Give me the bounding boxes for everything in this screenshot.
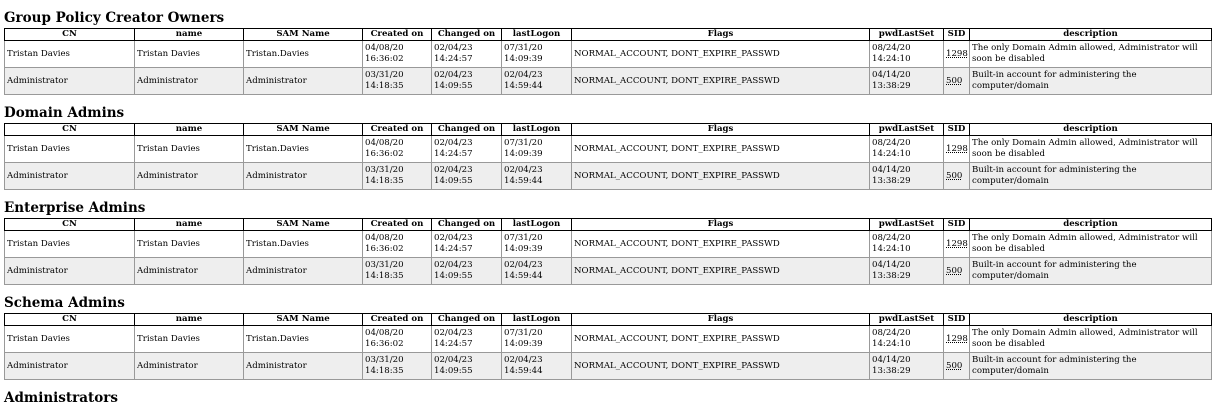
cell-flags: NORMAL_ACCOUNT, DONT_EXPIRE_PASSWD <box>572 41 870 68</box>
group-list <box>4 0 1211 380</box>
cell-flags: NORMAL_ACCOUNT, DONT_EXPIRE_PASSWD <box>572 326 870 353</box>
sid-value[interactable]: 500 <box>946 360 963 371</box>
column-header-last-logon: lastLogon <box>502 124 572 136</box>
column-header-cn: CN <box>5 124 135 136</box>
cell-pwd-last-set: 08/24/20 14:24:10 <box>870 136 944 163</box>
sid-value[interactable]: 500 <box>946 170 963 181</box>
column-header-sid: SID <box>944 219 970 231</box>
table-row <box>5 68 1212 95</box>
table-row <box>5 258 1212 285</box>
column-header-sam-name: SAM Name <box>244 219 363 231</box>
group-title: Group Policy Creator Owners <box>4 10 225 26</box>
cell-changed-on: 02/04/23 14:09:55 <box>432 258 502 285</box>
column-header-sid: SID <box>944 29 970 41</box>
cell-changed-on: 02/04/23 14:24:57 <box>432 326 502 353</box>
cell-name: Administrator <box>135 353 244 380</box>
cell-sam-name: Administrator <box>244 163 363 190</box>
cell-changed-on: 02/04/23 14:24:57 <box>432 41 502 68</box>
cell-last-logon: 07/31/20 14:09:39 <box>502 326 572 353</box>
sid-value[interactable]: 500 <box>946 75 963 86</box>
cell-name: Administrator <box>135 68 244 95</box>
table-header-row <box>5 124 1212 136</box>
cell-pwd-last-set: 08/24/20 14:24:10 <box>870 41 944 68</box>
column-header-pwd-last-set: pwdLastSet <box>870 29 944 41</box>
cell-sam-name: Administrator <box>244 353 363 380</box>
cell-created-on: 04/08/20 16:36:02 <box>363 326 432 353</box>
cell-created-on: 03/31/20 14:18:35 <box>363 68 432 95</box>
cell-sam-name: Administrator <box>244 68 363 95</box>
table-row <box>5 231 1212 258</box>
column-header-name: name <box>135 314 244 326</box>
column-header-description: description <box>970 314 1212 326</box>
cell-description: Built-in account for administering the computer/domain <box>970 258 1212 285</box>
cell-sid <box>944 41 970 68</box>
cell-last-logon: 07/31/20 14:09:39 <box>502 136 572 163</box>
group-title-cut-off: Administrators <box>4 390 118 406</box>
cell-last-logon: 02/04/23 14:59:44 <box>502 353 572 380</box>
group-title: Enterprise Admins <box>4 200 146 216</box>
column-header-changed-on: Changed on <box>432 314 502 326</box>
column-header-created-on: Created on <box>363 314 432 326</box>
cell-sid <box>944 163 970 190</box>
cell-flags: NORMAL_ACCOUNT, DONT_EXPIRE_PASSWD <box>572 163 870 190</box>
cell-name: Tristan Davies <box>135 41 244 68</box>
column-header-sid: SID <box>944 124 970 136</box>
column-header-last-logon: lastLogon <box>502 314 572 326</box>
cell-created-on: 03/31/20 14:18:35 <box>363 163 432 190</box>
column-header-pwd-last-set: pwdLastSet <box>870 314 944 326</box>
group-members-table <box>4 218 1212 285</box>
group-members-table <box>4 313 1212 380</box>
cell-sam-name: Administrator <box>244 258 363 285</box>
column-header-cn: CN <box>5 314 135 326</box>
cell-created-on: 04/08/20 16:36:02 <box>363 231 432 258</box>
cell-last-logon: 02/04/23 14:59:44 <box>502 163 572 190</box>
cell-sam-name: Tristan.Davies <box>244 326 363 353</box>
cell-last-logon: 02/04/23 14:59:44 <box>502 68 572 95</box>
cell-cn: Administrator <box>5 68 135 95</box>
column-header-pwd-last-set: pwdLastSet <box>870 124 944 136</box>
cell-created-on: 04/08/20 16:36:02 <box>363 41 432 68</box>
column-header-name: name <box>135 29 244 41</box>
column-header-sam-name: SAM Name <box>244 29 363 41</box>
column-header-sid: SID <box>944 314 970 326</box>
cell-sam-name: Tristan.Davies <box>244 41 363 68</box>
column-header-flags: Flags <box>572 29 870 41</box>
cell-changed-on: 02/04/23 14:09:55 <box>432 163 502 190</box>
cell-sam-name: Tristan.Davies <box>244 136 363 163</box>
cell-changed-on: 02/04/23 14:09:55 <box>432 68 502 95</box>
table-row <box>5 136 1212 163</box>
column-header-changed-on: Changed on <box>432 219 502 231</box>
cell-sid <box>944 136 970 163</box>
column-header-created-on: Created on <box>363 124 432 136</box>
column-header-name: name <box>135 219 244 231</box>
cell-last-logon: 02/04/23 14:59:44 <box>502 258 572 285</box>
group-members-table <box>4 28 1212 95</box>
cell-pwd-last-set: 08/24/20 14:24:10 <box>870 326 944 353</box>
column-header-last-logon: lastLogon <box>502 219 572 231</box>
cell-changed-on: 02/04/23 14:24:57 <box>432 231 502 258</box>
table-header-row <box>5 219 1212 231</box>
cell-cn: Administrator <box>5 353 135 380</box>
cell-description: Built-in account for administering the computer/domain <box>970 68 1212 95</box>
column-header-flags: Flags <box>572 219 870 231</box>
cell-flags: NORMAL_ACCOUNT, DONT_EXPIRE_PASSWD <box>572 231 870 258</box>
column-header-pwd-last-set: pwdLastSet <box>870 219 944 231</box>
group-members-table <box>4 123 1212 190</box>
sid-value[interactable]: 500 <box>946 265 963 276</box>
cell-pwd-last-set: 04/14/20 13:38:29 <box>870 258 944 285</box>
cell-flags: NORMAL_ACCOUNT, DONT_EXPIRE_PASSWD <box>572 136 870 163</box>
cell-description: The only Domain Admin allowed, Administrator will soon be disabled <box>970 326 1212 353</box>
cell-last-logon: 07/31/20 14:09:39 <box>502 231 572 258</box>
cell-pwd-last-set: 08/24/20 14:24:10 <box>870 231 944 258</box>
sid-value[interactable]: 1298 <box>946 238 968 249</box>
cell-created-on: 03/31/20 14:18:35 <box>363 353 432 380</box>
table-row <box>5 163 1212 190</box>
column-header-description: description <box>970 124 1212 136</box>
column-header-cn: CN <box>5 29 135 41</box>
cell-name: Tristan Davies <box>135 136 244 163</box>
cell-name: Tristan Davies <box>135 231 244 258</box>
cell-description: Built-in account for administering the computer/domain <box>970 353 1212 380</box>
group-title: Domain Admins <box>4 105 125 121</box>
table-row <box>5 41 1212 68</box>
cell-pwd-last-set: 04/14/20 13:38:29 <box>870 163 944 190</box>
sid-value[interactable]: 1298 <box>946 143 968 154</box>
cell-flags: NORMAL_ACCOUNT, DONT_EXPIRE_PASSWD <box>572 353 870 380</box>
cell-sam-name: Tristan.Davies <box>244 231 363 258</box>
cell-last-logon: 07/31/20 14:09:39 <box>502 41 572 68</box>
column-header-last-logon: lastLogon <box>502 29 572 41</box>
cell-pwd-last-set: 04/14/20 13:38:29 <box>870 68 944 95</box>
cell-cn: Tristan Davies <box>5 41 135 68</box>
column-header-description: description <box>970 219 1212 231</box>
cell-changed-on: 02/04/23 14:09:55 <box>432 353 502 380</box>
cell-sid <box>944 326 970 353</box>
column-header-sam-name: SAM Name <box>244 314 363 326</box>
cell-flags: NORMAL_ACCOUNT, DONT_EXPIRE_PASSWD <box>572 68 870 95</box>
column-header-created-on: Created on <box>363 29 432 41</box>
cell-description: Built-in account for administering the computer/domain <box>970 163 1212 190</box>
cell-description: The only Domain Admin allowed, Administrator will soon be disabled <box>970 41 1212 68</box>
cell-description: The only Domain Admin allowed, Administrator will soon be disabled <box>970 231 1212 258</box>
table-row <box>5 353 1212 380</box>
group-title: Schema Admins <box>4 295 125 311</box>
sid-value[interactable]: 1298 <box>946 48 968 59</box>
column-header-flags: Flags <box>572 314 870 326</box>
column-header-changed-on: Changed on <box>432 124 502 136</box>
table-header-row <box>5 29 1212 41</box>
cell-changed-on: 02/04/23 14:24:57 <box>432 136 502 163</box>
column-header-sam-name: SAM Name <box>244 124 363 136</box>
column-header-name: name <box>135 124 244 136</box>
cell-sid <box>944 68 970 95</box>
cell-created-on: 03/31/20 14:18:35 <box>363 258 432 285</box>
table-row <box>5 326 1212 353</box>
cell-created-on: 04/08/20 16:36:02 <box>363 136 432 163</box>
cell-cn: Tristan Davies <box>5 136 135 163</box>
sid-value[interactable]: 1298 <box>946 333 968 344</box>
cell-sid <box>944 353 970 380</box>
column-header-flags: Flags <box>572 124 870 136</box>
cell-pwd-last-set: 04/14/20 13:38:29 <box>870 353 944 380</box>
table-header-row <box>5 314 1212 326</box>
cell-sid <box>944 258 970 285</box>
cell-name: Administrator <box>135 258 244 285</box>
cell-flags: NORMAL_ACCOUNT, DONT_EXPIRE_PASSWD <box>572 258 870 285</box>
column-header-cn: CN <box>5 219 135 231</box>
cell-name: Tristan Davies <box>135 326 244 353</box>
cell-cn: Administrator <box>5 258 135 285</box>
cell-name: Administrator <box>135 163 244 190</box>
cell-cn: Administrator <box>5 163 135 190</box>
column-header-changed-on: Changed on <box>432 29 502 41</box>
cell-cn: Tristan Davies <box>5 231 135 258</box>
column-header-created-on: Created on <box>363 219 432 231</box>
cell-description: The only Domain Admin allowed, Administrator will soon be disabled <box>970 136 1212 163</box>
cell-sid <box>944 231 970 258</box>
column-header-description: description <box>970 29 1212 41</box>
cell-cn: Tristan Davies <box>5 326 135 353</box>
